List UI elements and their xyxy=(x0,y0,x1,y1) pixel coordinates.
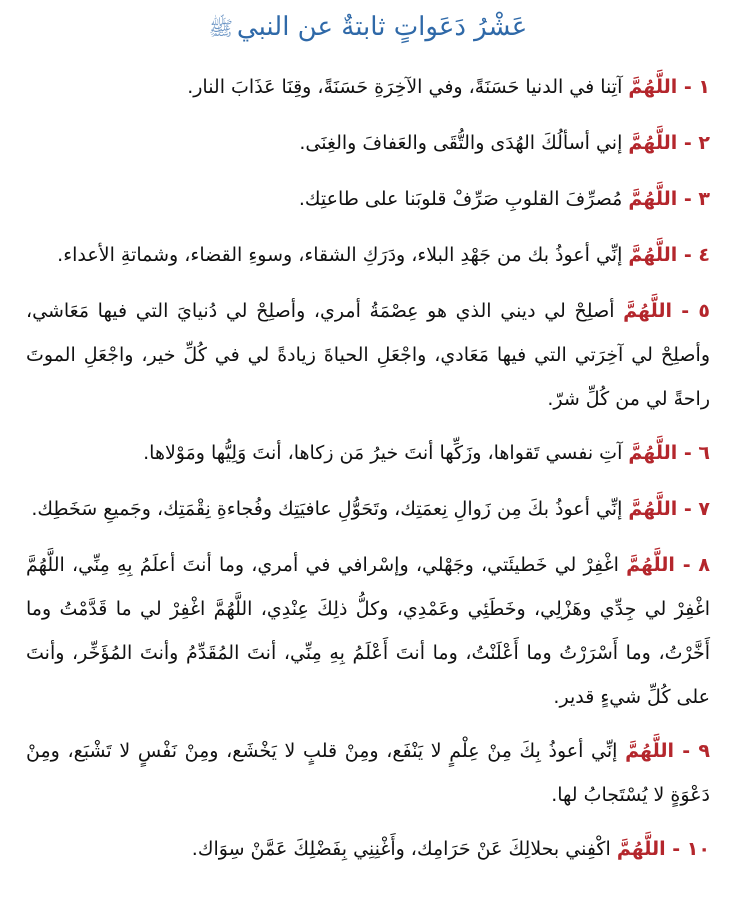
page-title xyxy=(26,8,710,47)
dua-text: اغْفِرْ لي خَطيئَتي، وجَهْلي، وإسْرافي في أمري، وما أنتَ أعلَمُ بِهِ مِنِّي، اللَّهُمَّ اغْفِرْ لي جِدِّي وهَزْلِي، وخَطَئِي وعَمْدِي، وكلُّ ذلِكَ عِنْدِي، اللَّهُمَّ اغْفِرْ لي ما قَدَّمْتُ وما أَخَّرْتُ، وما أَسْرَرْتُ وما أَعْلَنْتُ، وما أنتَ أَعْلَمُ بِهِ مِنِّي، أنتَ المُقَدِّمُ وأنتَ المُؤَخِّر، وأنتَ على كُلِّ شيءٍ قدير. xyxy=(26,554,710,708)
dua-number: ٦ xyxy=(698,442,710,464)
dua-number: ٥ xyxy=(698,300,710,322)
dua-dash: - xyxy=(677,132,699,154)
dua-item-6 xyxy=(26,431,710,475)
dua-text: آتِنا في الدنيا حَسَنَةً، وفي الآخِرَةِ حَسَنَةً، وقِنَا عَذَابَ النار. xyxy=(187,76,623,98)
dua-item-1 xyxy=(26,65,710,109)
dua-dash: - xyxy=(677,498,699,520)
dua-list xyxy=(26,65,710,871)
dua-opening: اللَّهُمَّ xyxy=(626,554,675,576)
dua-text: اكْفِني بحلالِكَ عَنْ حَرَامِك، وأَغْنِنِي بِفَضْلِكَ عَمَّنْ سِوَاك. xyxy=(191,838,611,860)
dua-text: آتِ نفسي تَقواها، وزَكِّها أنتَ خيرُ مَن زكاها، أنتَ وَلِيُّها ومَوْلاها. xyxy=(143,442,623,464)
dua-text: إني أسألُكَ الهُدَى والتُّقَى والعَفافَ والغِنَى. xyxy=(299,132,623,154)
dua-opening: اللَّهُمَّ xyxy=(623,300,673,322)
dua-opening: اللَّهُمَّ xyxy=(625,740,674,762)
dua-text: إنِّي أعوذُ بِكَ مِنْ عِلْمٍ لا يَنْفَع، ومِنْ قلبٍ لا يَخْشَع، ومِنْ نَفْسٍ لا تَشْبَع، ومِنْ دَعْوَةٍ لا يُسْتَجابُ لها. xyxy=(26,740,710,806)
dua-item-10 xyxy=(26,827,710,871)
dua-text: إنِّي أعوذُ بكَ مِن زَوالِ نِعمَتِك، وتَحَوُّلِ عافيَتِك وفُجاءةِ نِقْمَتِك، وجَميعِ سَخَطِك. xyxy=(31,498,623,520)
dua-opening: اللَّهُمَّ xyxy=(628,132,678,154)
dua-opening: اللَّهُمَّ xyxy=(628,498,678,520)
dua-number: ٢ xyxy=(698,132,710,154)
dua-dash: - xyxy=(674,554,699,576)
dua-text: مُصرِّفَ القلوبِ صَرِّفْ قلوبَنا على طاعتِك. xyxy=(298,188,623,210)
dua-opening: اللَّهُمَّ xyxy=(616,838,666,860)
dua-number: ١٠ xyxy=(686,838,710,860)
dua-opening: اللَّهُمَّ xyxy=(628,76,678,98)
dua-number: ٧ xyxy=(698,498,710,520)
dua-item-5 xyxy=(26,289,710,421)
dua-number: ٩ xyxy=(698,740,710,762)
dua-number: ٨ xyxy=(698,554,711,576)
dua-opening: اللَّهُمَّ xyxy=(628,244,678,266)
dua-item-3 xyxy=(26,177,710,221)
dua-item-8 xyxy=(26,543,710,719)
dua-item-7 xyxy=(26,487,710,531)
dua-item-9 xyxy=(26,729,710,817)
dua-item-2 xyxy=(26,121,710,165)
dua-opening: اللَّهُمَّ xyxy=(628,188,678,210)
dua-dash: - xyxy=(672,300,699,322)
dua-dash: - xyxy=(665,838,687,860)
dua-number: ١ xyxy=(698,76,710,98)
dua-dash: - xyxy=(677,76,699,98)
dua-dash: - xyxy=(674,740,699,762)
dua-dash: - xyxy=(677,188,699,210)
dua-item-4 xyxy=(26,233,710,277)
dua-dash: - xyxy=(677,244,699,266)
dua-number: ٣ xyxy=(698,188,710,210)
dua-text: إنِّي أعوذُ بك من جَهْدِ البلاء، ودَرَكِ الشقاء، وسوءِ القضاء، وشماتةِ الأعداء. xyxy=(57,244,623,266)
honorific-symbol: ﷺ xyxy=(208,16,233,40)
dua-opening: اللَّهُمَّ xyxy=(628,442,678,464)
title-text: عَشْرُ دَعَواتٍ ثابتةٌ عن النبي xyxy=(236,12,528,42)
dua-number: ٤ xyxy=(698,244,710,266)
dua-text: أصلِحْ لي ديني الذي هو عِصْمَةُ أمري، وأصلِحْ لي دُنيايَ التي فيها مَعَاشي، وأصلِحْ لي آخِرَتي التي فيها مَعَادي، واجْعَلِ الحياةَ زيادةً لي في كُلِّ خير، واجْعَلِ الموتَ راحةً لي من كُلِّ شرّ. xyxy=(26,300,710,410)
dua-dash: - xyxy=(677,442,699,464)
